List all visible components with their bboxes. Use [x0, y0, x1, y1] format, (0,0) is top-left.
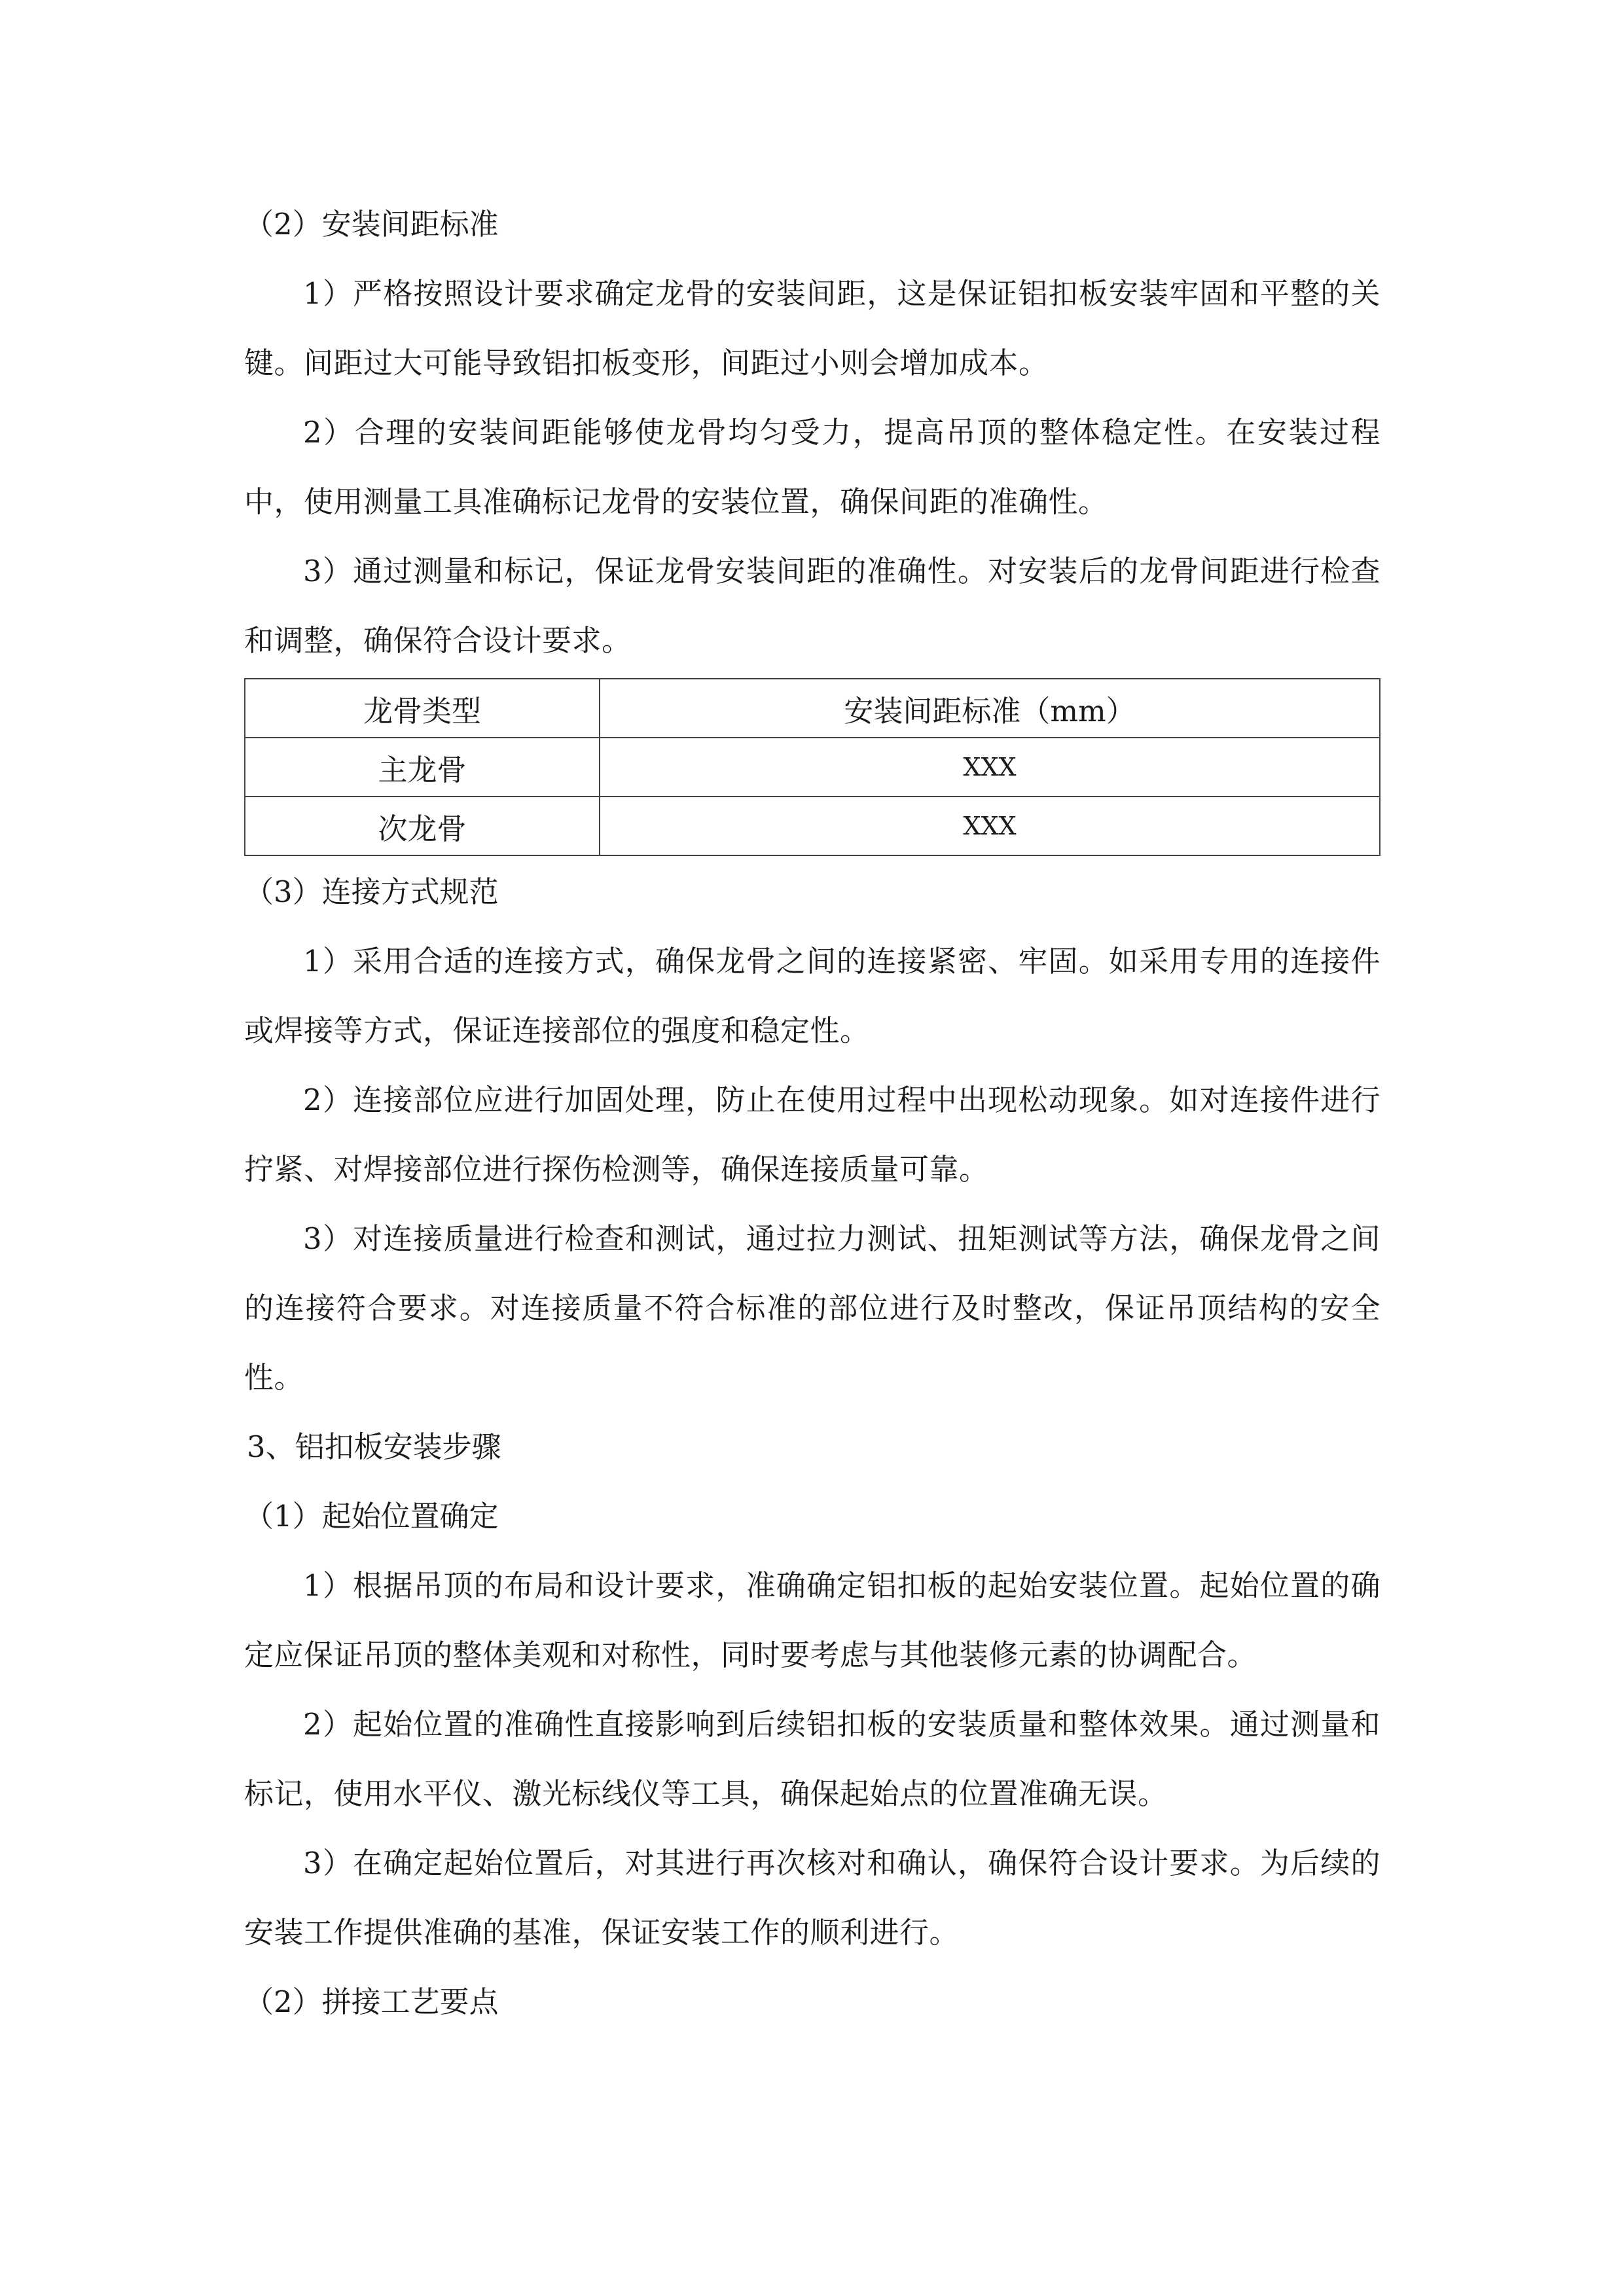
paragraph: 2）合理的安装间距能够使龙骨均匀受力，提高吊顶的整体稳定性。在安装过程中，使用测量工具准确标记龙骨的安装位置，确保间距的准确性。: [244, 415, 1380, 519]
paragraph: 3）对连接质量进行检查和测试，通过拉力测试、扭矩测试等方法，确保龙骨之间的连接符合要求。对连接质量不符合标准的部位进行及时整改，保证吊顶结构的安全性。: [244, 1221, 1380, 1395]
paragraph: 3）在确定起始位置后，对其进行再次核对和确认，确保符合设计要求。为后续的安装工作提供准确的基准，保证安装工作的顺利进行。: [244, 1846, 1380, 1950]
paragraph: 1）根据吊顶的布局和设计要求，准确确定铝扣板的起始安装位置。起始位置的确定应保证吊顶的整体美观和对称性，同时要考虑与其他装修元素的协调配合。: [244, 1568, 1380, 1672]
table-cell: 主龙骨: [245, 738, 600, 797]
table-cell: XXX: [600, 738, 1380, 797]
table-row: [245, 797, 1380, 855]
section-heading-splicing-process: （2）拼接工艺要点: [244, 1984, 499, 2019]
section-heading-start-position: （1）起始位置确定: [244, 1499, 499, 1534]
table-header-cell: 安装间距标准（mm）: [600, 679, 1380, 738]
paragraph: 2）起始位置的准确性直接影响到后续铝扣板的安装质量和整体效果。通过测量和标记，使用水平仪、激光标线仪等工具，确保起始点的位置准确无误。: [244, 1707, 1380, 1811]
paragraph: 1）采用合适的连接方式，确保龙骨之间的连接紧密、牢固。如采用专用的连接件或焊接等方式，保证连接部位的强度和稳定性。: [244, 944, 1380, 1048]
paragraph: 3）通过测量和标记，保证龙骨安装间距的准确性。对安装后的龙骨间距进行检查和调整，确保符合设计要求。: [244, 554, 1380, 658]
paragraph: 2）连接部位应进行加固处理，防止在使用过程中出现松动现象。如对连接件进行拧紧、对焊接部位进行探伤检测等，确保连接质量可靠。: [244, 1083, 1380, 1187]
table-header-cell: 龙骨类型: [245, 679, 600, 738]
table-header-row: [245, 679, 1380, 738]
document-body: [244, 190, 1380, 2037]
spacing-standard-table: [244, 678, 1380, 856]
section-heading-install-spacing: （2）安装间距标准: [244, 207, 499, 242]
table-cell: XXX: [600, 797, 1380, 855]
table-cell: 次龙骨: [245, 797, 600, 855]
paragraph: 1）严格按照设计要求确定龙骨的安装间距，这是保证铝扣板安装牢固和平整的关键。间距过大可能导致铝扣板变形，间距过小则会增加成本。: [244, 276, 1380, 380]
section-heading-connection-method: （3）连接方式规范: [244, 874, 499, 909]
table-row: [245, 738, 1380, 797]
section-heading-panel-install-steps: 3、铝扣板安装步骤: [247, 1429, 501, 1464]
